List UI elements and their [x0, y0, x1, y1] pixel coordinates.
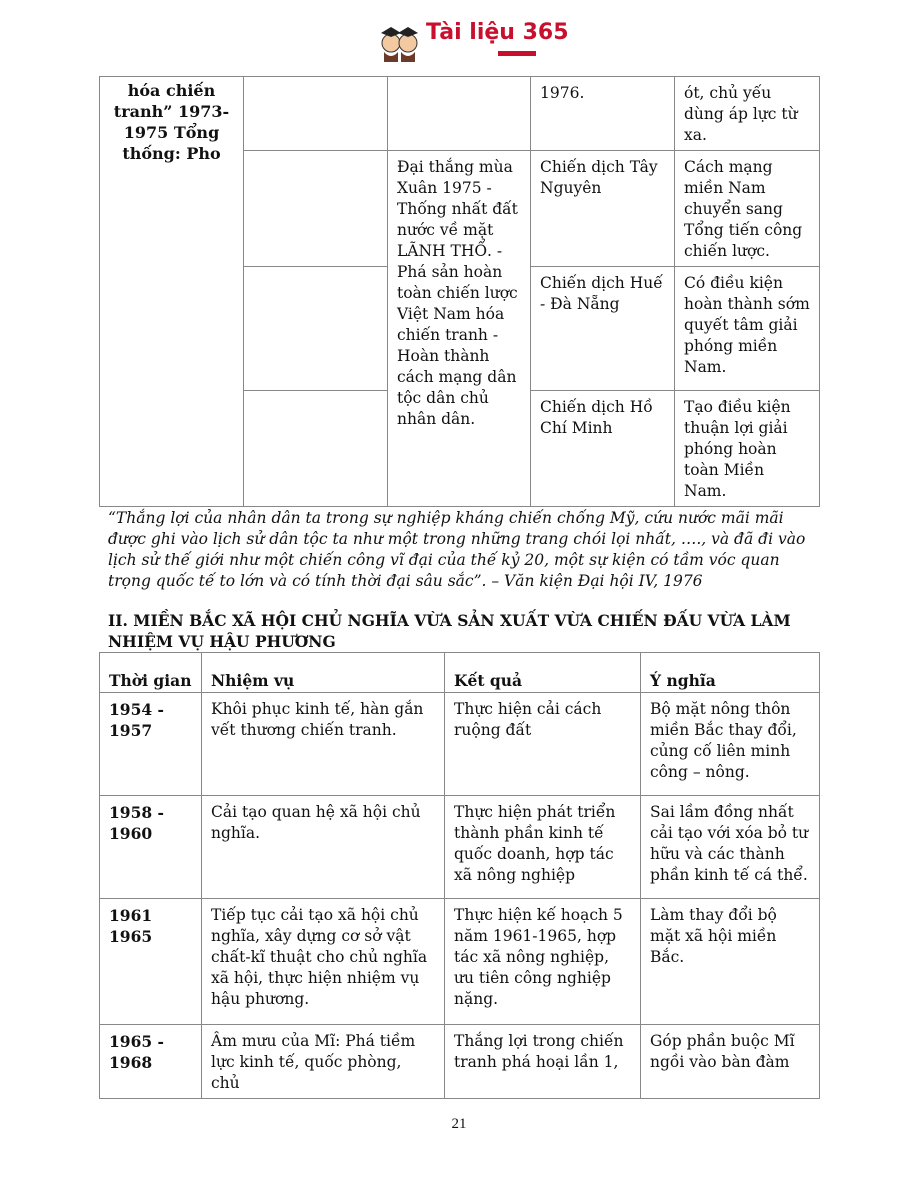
- header-task: Nhiệm vụ: [202, 653, 445, 693]
- time-cell: 1954 - 1957: [100, 693, 202, 796]
- task-cell: Khôi phục kinh tế, hàn gắn vết thương chiến tranh.: [202, 693, 445, 796]
- quote-paragraph: “Thắng lợi của nhân dân ta trong sự nghiệp kháng chiến chống Mỹ, cứu nước mãi mãi được ghi vào lịch sử dân tộc ta như một trong những trang chói lọi nhất, …., và đã đi vào lịch sử thế giới như một chiến công vĩ đại của thế kỷ 20, một sự kiện có tầm vóc quan trọng quốc tế to lớn và có tính thời đại sâu sắc”. – Văn kiện Đại hội IV, 1976: [108, 509, 806, 590]
- page-number: 21: [451, 1116, 467, 1132]
- campaign-cell: 1976.: [531, 77, 675, 151]
- task-cell: Tiếp tục cải tạo xã hội chủ nghĩa, xây dựng cơ sở vật chất-kĩ thuật cho chủ nghĩa xã hội, thực hiện nhiệm vụ hậu phương.: [202, 899, 445, 1025]
- meaning-cell: Làm thay đổi bộ mặt xã hội miền Bắc.: [641, 899, 820, 1025]
- time-cell: 1961 1965: [100, 899, 202, 1025]
- meaning-cell: Sai lầm đồng nhất cải tạo với xóa bỏ tư hữu và các thành phần kinh tế cá thể.: [641, 796, 820, 899]
- logo-text: Tài liệu 365: [426, 20, 569, 45]
- table-header-row: [100, 653, 820, 693]
- significance-cell: Tạo điều kiện thuận lợi giải phóng hoàn toàn Miền Nam.: [675, 391, 820, 507]
- result-cell: Thực hiện phát triển thành phần kinh tế quốc doanh, hợp tác xã nông nghiệp: [445, 796, 641, 899]
- significance-cell: ót, chủ yếu dùng áp lực từ xa.: [675, 77, 820, 151]
- result-cell: Đại thắng mùa Xuân 1975 - Thống nhất đất nước về mặt LÃNH THỔ. - Phá sản hoàn toàn chiến lược Việt Nam hóa chiến tranh - Hoàn thành cách mạng dân tộc dân chủ nhân dân.: [388, 151, 531, 507]
- campaign-cell: Chiến dịch Hồ Chí Minh: [531, 391, 675, 507]
- students-icon: [378, 18, 422, 62]
- header-result: Kết quả: [445, 653, 641, 693]
- task-cell: Cải tạo quan hệ xã hội chủ nghĩa.: [202, 796, 445, 899]
- table-row: [100, 899, 820, 1025]
- period-label-cell: hóa chiến tranh” 1973-1975 Tổng thống: Pho: [100, 77, 244, 507]
- campaign-table: [99, 76, 820, 507]
- significance-cell: Có điều kiện hoàn thành sớm quyết tâm giải phóng miền Nam.: [675, 267, 820, 391]
- table-cell: [244, 77, 388, 151]
- section-heading: II. MIỀN BẮC XÃ HỘI CHỦ NGHĨA VỪA SẢN XUẤT VỪA CHIẾN ĐẤU VỪA LÀM NHIỆM VỤ HẬU PHƯƠNG: [108, 611, 791, 651]
- header-time: Thời gian: [100, 653, 202, 693]
- table-cell: [244, 391, 388, 507]
- north-vietnam-table: [99, 652, 820, 1099]
- table-row: [100, 1025, 820, 1099]
- result-cell: Thắng lợi trong chiến tranh phá hoại lần 1,: [445, 1025, 641, 1099]
- campaign-cell: Chiến dịch Tây Nguyên: [531, 151, 675, 267]
- header-meaning: Ý nghĩa: [641, 653, 820, 693]
- table-cell: [244, 151, 388, 267]
- table-cell: [244, 267, 388, 391]
- result-cell: Thực hiện kế hoạch 5 năm 1961-1965, hợp tác xã nông nghiệp, ưu tiên công nghiệp nặng.: [445, 899, 641, 1025]
- table-row: [100, 796, 820, 899]
- meaning-cell: Góp phần buộc Mĩ ngồi vào bàn đàm: [641, 1025, 820, 1099]
- campaign-cell: Chiến dịch Huế - Đà Nẵng: [531, 267, 675, 391]
- table-cell: [388, 77, 531, 151]
- table-row: [100, 693, 820, 796]
- logo-underline: [498, 51, 536, 56]
- time-cell: 1965 - 1968: [100, 1025, 202, 1099]
- result-cell: Thực hiện cải cách ruộng đất: [445, 693, 641, 796]
- table-row: [100, 77, 820, 151]
- task-cell: Âm mưu của Mĩ: Phá tiềm lực kinh tế, quốc phòng, chủ: [202, 1025, 445, 1099]
- significance-cell: Cách mạng miền Nam chuyển sang Tổng tiến công chiến lược.: [675, 151, 820, 267]
- time-cell: 1958 - 1960: [100, 796, 202, 899]
- meaning-cell: Bộ mặt nông thôn miền Bắc thay đổi, củng cố liên minh công – nông.: [641, 693, 820, 796]
- site-logo: [378, 18, 569, 62]
